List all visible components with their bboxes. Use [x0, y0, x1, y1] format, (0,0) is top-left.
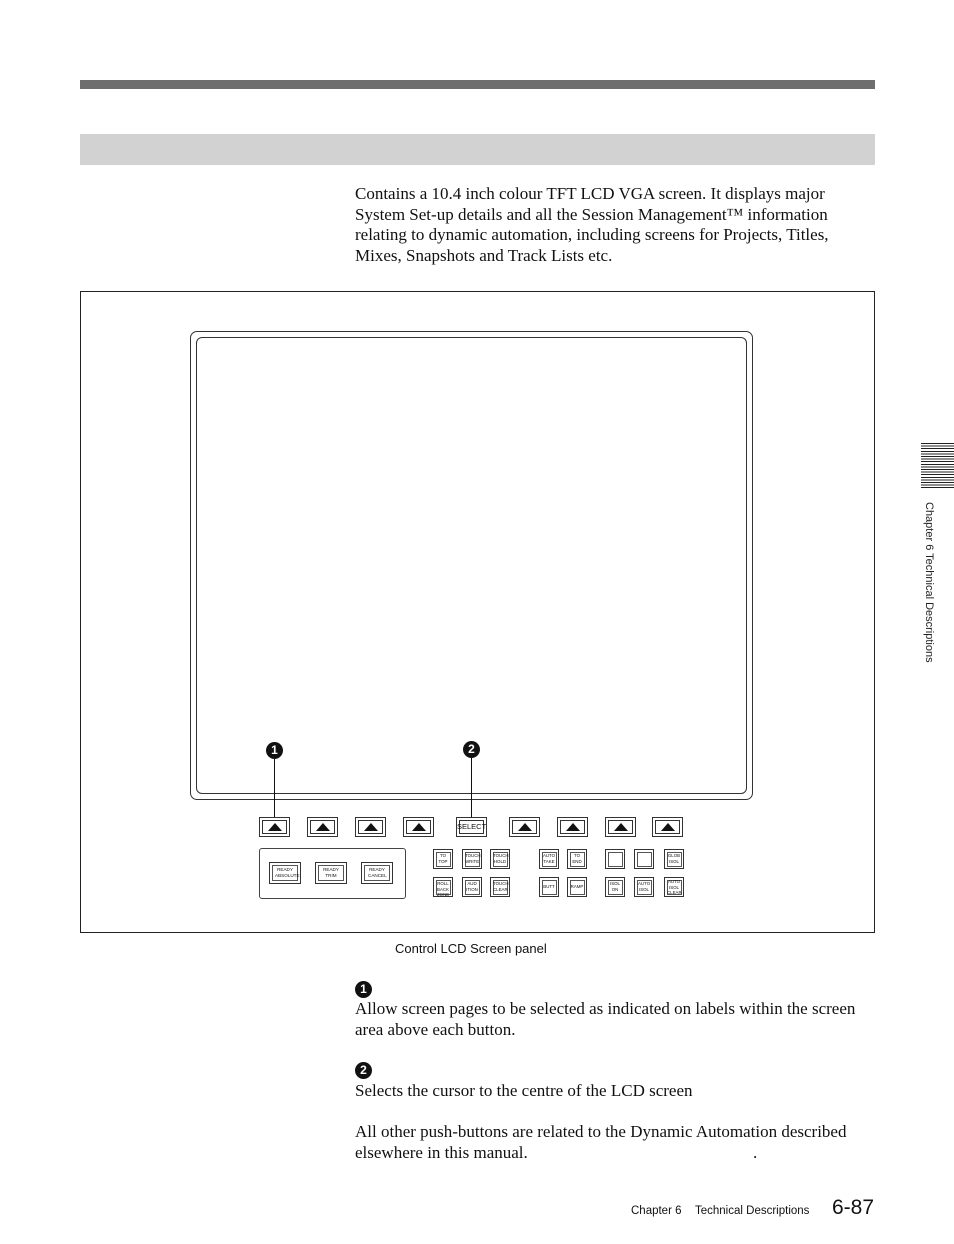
isol-on-label: ISOL ON	[609, 881, 620, 892]
page-select-button-5[interactable]	[509, 817, 540, 837]
heading-band	[80, 134, 875, 165]
footer-section: Technical Descriptions	[695, 1205, 810, 1217]
to-end-label: TO END	[572, 853, 582, 864]
ready-absolute-button[interactable]	[269, 862, 301, 884]
page-select-button-8[interactable]	[652, 817, 683, 837]
page-select-button-2[interactable]	[307, 817, 338, 837]
side-tab-label: Chapter 6 Technical Descriptions	[923, 502, 935, 663]
audition-label: AUD ITION	[466, 881, 478, 892]
page-select-button-7[interactable]	[605, 817, 636, 837]
auto-isol-clear-label: AUTO ISOL CLEAR	[667, 879, 682, 895]
auto-take-label: AUTO TAKE	[542, 853, 556, 864]
blank-button-2[interactable]	[634, 849, 654, 869]
ramp-label: RAMP	[570, 884, 584, 889]
butt-button[interactable]	[539, 877, 559, 897]
callout-2-leader	[471, 758, 472, 817]
select-button[interactable]	[456, 817, 487, 837]
arrow-up-icon	[661, 823, 675, 831]
auto-isol-button[interactable]	[634, 877, 654, 897]
arrow-up-icon	[412, 823, 426, 831]
ready-trim-button[interactable]	[315, 862, 347, 884]
page-select-button-4[interactable]	[403, 817, 434, 837]
audition-button[interactable]	[462, 877, 482, 897]
arrow-up-icon	[566, 823, 580, 831]
item-1-text: Allow screen pages to be selected as indicated on labels within the screen area above each button.	[355, 999, 856, 1039]
to-top-button[interactable]	[433, 849, 453, 869]
touch-hold-label: TOUCH HOLD	[493, 853, 509, 864]
item-2-number: 2	[355, 1062, 372, 1079]
ready-absolute-label: READY ABSOLUTE	[275, 867, 300, 878]
glob-isol-button[interactable]	[664, 849, 684, 869]
arrow-up-icon	[518, 823, 532, 831]
page-select-button-1[interactable]	[259, 817, 290, 837]
glob-isol-label: GLOB ISOL	[667, 853, 681, 864]
arrow-up-icon	[614, 823, 628, 831]
callout-1: 1	[266, 742, 283, 759]
callout-2: 2	[463, 741, 480, 758]
touch-hold-button[interactable]	[490, 849, 510, 869]
select-button-label: SELECT	[457, 822, 487, 831]
ready-cancel-button[interactable]	[361, 862, 393, 884]
isol-on-button[interactable]	[605, 877, 625, 897]
intro-paragraph: Contains a 10.4 inch colour TFT LCD VGA screen. It displays major System Set-up details and all the Session Management™ information relating to dynamic automation, including screens for Projects, Titles, Mixes, Snapshots and Track Lists etc.	[355, 184, 829, 265]
to-end-button[interactable]	[567, 849, 587, 869]
roll-back-zone-button[interactable]	[433, 877, 453, 897]
roll-back-zone-label: ROLL BACK ZONE	[437, 881, 450, 897]
arrow-up-icon	[364, 823, 378, 831]
blank-button-1[interactable]	[605, 849, 625, 869]
to-top-label: TO TOP	[438, 853, 448, 864]
ready-trim-label: READY TRIM	[323, 867, 339, 878]
page-select-button-3[interactable]	[355, 817, 386, 837]
touch-write-label: TOUCH WRITE	[465, 853, 481, 864]
footer-chapter: Chapter 6	[631, 1205, 682, 1217]
arrow-up-icon	[316, 823, 330, 831]
callout-1-leader	[274, 759, 275, 817]
ramp-button[interactable]	[567, 877, 587, 897]
top-rule	[80, 80, 875, 89]
touch-clear-button[interactable]	[490, 877, 510, 897]
touch-clear-label: TOUCH CLEAR	[493, 881, 509, 892]
side-tab-marker	[921, 443, 954, 490]
page-select-button-6[interactable]	[557, 817, 588, 837]
item-2-text: Selects the cursor to the centre of the LCD screen	[355, 1081, 693, 1100]
closing-paragraph	[355, 1122, 870, 1163]
figure-caption: Control LCD Screen panel	[395, 941, 547, 956]
auto-isol-label: AUTO ISOL	[638, 881, 651, 892]
ready-cancel-label: READY CANCEL	[368, 867, 387, 878]
touch-write-button[interactable]	[462, 849, 482, 869]
closing-trailing-dot: .	[753, 1143, 758, 1162]
lcd-screen	[196, 337, 747, 794]
arrow-up-icon	[268, 823, 282, 831]
page-number: 6-87	[832, 1196, 875, 1219]
item-1-number: 1	[355, 981, 372, 998]
auto-take-button[interactable]	[539, 849, 559, 869]
butt-label: BUTT	[543, 884, 555, 889]
auto-isol-clear-button[interactable]	[664, 877, 684, 897]
closing-text: All other push-buttons are related to the Dynamic Automation described elsewhere in this manual.	[355, 1122, 847, 1162]
